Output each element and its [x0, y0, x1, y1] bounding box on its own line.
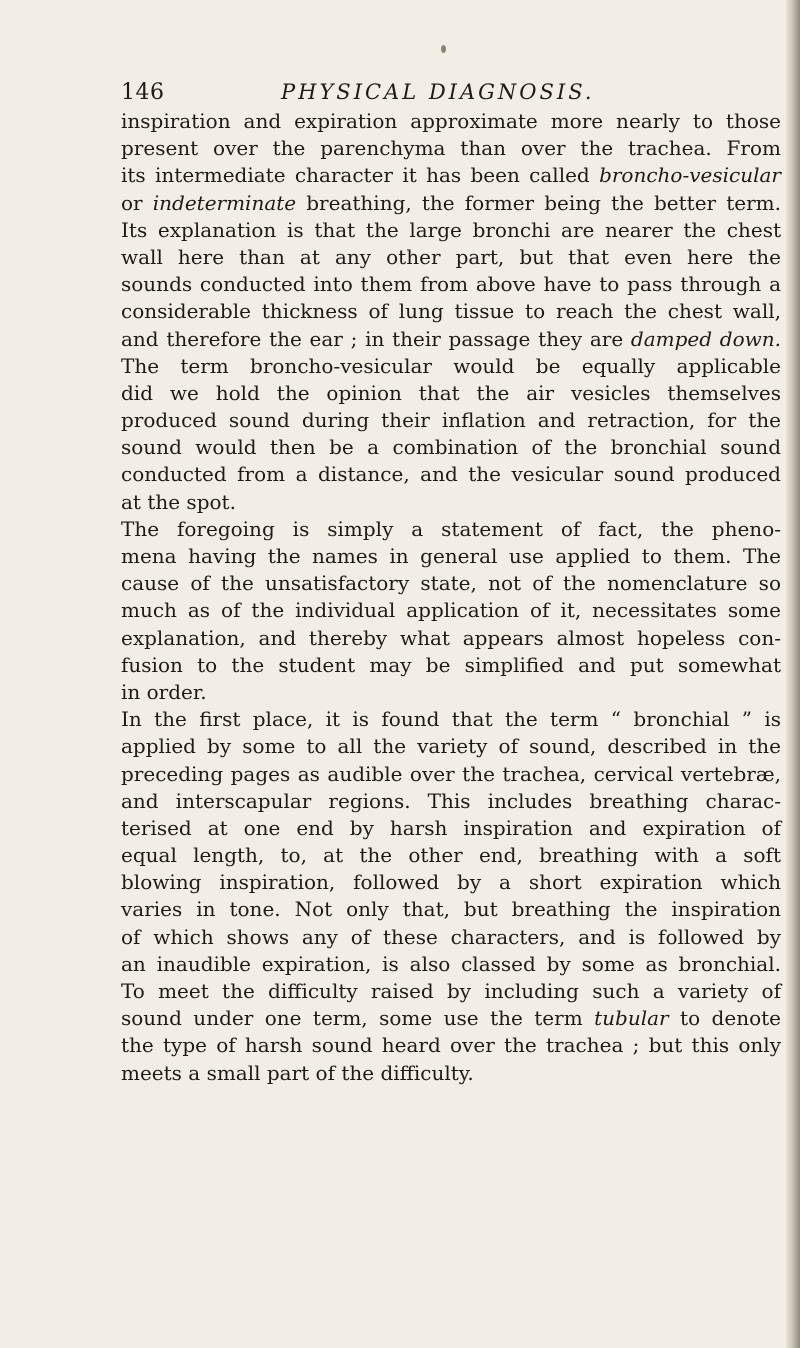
- italic-term: indeterminate: [152, 190, 297, 215]
- text-run: sound would then be a combination of the bronchial sound: [121, 435, 781, 460]
- text-line: [121, 543, 781, 570]
- text-run: applied by some to all the variety of sound, described in the: [121, 734, 781, 759]
- text-run: considerable thickness of lung tissue to reach the chest wall,: [121, 299, 781, 324]
- text-run: The foregoing is simply a statement of fact, the pheno-: [121, 516, 781, 541]
- text-line: [121, 978, 781, 1005]
- text-run: equal length, to, at the other end, breathing with a soft: [121, 843, 781, 868]
- text-line: [121, 788, 781, 815]
- text-line: [121, 162, 781, 189]
- text-line: [121, 896, 781, 923]
- text-run: and interscapular regions. This includes breathing charac-: [121, 788, 781, 813]
- text-line: [121, 190, 781, 217]
- text-run: terised at one end by harsh inspiration and expiration of: [121, 815, 781, 840]
- text-line: [121, 761, 781, 788]
- italic-term: damped down.: [630, 326, 781, 351]
- text-run: present over the parenchyma than over the trachea. From: [121, 136, 781, 161]
- text-run: in order.: [121, 679, 207, 704]
- text-run: The term broncho-vesicular would be equally applicable: [121, 353, 781, 378]
- text-line: [121, 244, 781, 271]
- body-text: [121, 108, 781, 1087]
- text-line: [121, 108, 781, 135]
- text-run: produced sound during their inflation and retraction, for the: [121, 408, 781, 433]
- text-line: [121, 869, 781, 896]
- text-line: [121, 733, 781, 760]
- text-run: fusion to the student may be simplified and put somewhat: [121, 652, 781, 677]
- text-line: [121, 951, 781, 978]
- text-line: [121, 217, 781, 244]
- text-run: blowing inspiration, followed by a short expiration which: [121, 870, 781, 895]
- text-line: [121, 597, 781, 624]
- text-line: [121, 679, 781, 706]
- text-run: wall here than at any other part, but that even here the: [121, 244, 781, 269]
- text-run: or: [121, 190, 153, 215]
- text-run: cause of the unsatisfactory state, not of the nomenclature so: [121, 571, 781, 596]
- text-line: [121, 516, 781, 543]
- text-line: [121, 1032, 781, 1059]
- text-run: To meet the difficulty raised by including such a variety of: [121, 979, 781, 1003]
- text-line: [121, 625, 781, 652]
- text-line: [121, 570, 781, 597]
- text-run: explanation, and thereby what appears almost hopeless con-: [121, 625, 781, 650]
- text-line: [121, 706, 781, 733]
- text-run: meets a small part of the difficulty.: [121, 1060, 474, 1085]
- text-line: [121, 652, 781, 679]
- text-run: did we hold the opinion that the air vesicles themselves: [121, 380, 781, 405]
- page-number: 146: [121, 80, 165, 105]
- text-line: [121, 842, 781, 869]
- running-head: PHYSICAL DIAGNOSIS.: [281, 80, 595, 104]
- text-line: [121, 135, 781, 162]
- text-run: Its explanation is that the large bronchi are nearer the chest: [121, 217, 781, 242]
- text-line: [121, 1060, 781, 1087]
- text-run: conducted from a distance, and the vesicular sound produced: [121, 462, 781, 487]
- text-line: [121, 489, 781, 516]
- text-run: of which shows any of these characters, and is followed by: [121, 924, 781, 949]
- text-line: [121, 298, 781, 325]
- text-run: inspiration and expiration approximate more nearly to those: [121, 109, 781, 133]
- italic-term: tubular: [594, 1006, 669, 1031]
- text-line: [121, 353, 781, 380]
- text-line: [121, 271, 781, 298]
- text-run: much as of the individual application of it, necessitates some: [121, 598, 781, 623]
- text-run: preceding pages as audible over the trachea, cervical vertebræ,: [121, 761, 781, 786]
- ink-speck: [441, 45, 446, 53]
- text-run: the type of harsh sound heard over the trachea ; but this only: [121, 1033, 781, 1058]
- text-line: [121, 461, 781, 488]
- text-line: [121, 924, 781, 951]
- text-run: to denote: [668, 1006, 781, 1031]
- text-run: and therefore the ear ; in their passage they are: [121, 326, 631, 351]
- text-line: [121, 434, 781, 461]
- text-run: an inaudible expiration, is also classed by some as bronchial.: [121, 951, 781, 976]
- italic-term: broncho-vesicular: [599, 163, 781, 188]
- text-run: sound under one term, some use the term: [121, 1006, 595, 1031]
- text-run: sounds conducted into them from above have to pass through a: [121, 272, 781, 297]
- text-line: [121, 1005, 781, 1032]
- text-line: [121, 815, 781, 842]
- text-run: In the first place, it is found that the term “ bronchial ” is: [121, 707, 781, 732]
- text-run: varies in tone. Not only that, but breathing the inspiration: [121, 897, 781, 922]
- text-line: [121, 407, 781, 434]
- page-edge-shadow: [786, 0, 800, 1348]
- text-line: [121, 326, 781, 353]
- text-run: mena having the names in general use applied to them. The: [121, 544, 781, 568]
- text-line: [121, 380, 781, 407]
- text-run: at the spot.: [121, 489, 236, 514]
- text-run: breathing, the former being the better term.: [296, 190, 781, 215]
- text-run: its intermediate character it has been called: [121, 163, 600, 188]
